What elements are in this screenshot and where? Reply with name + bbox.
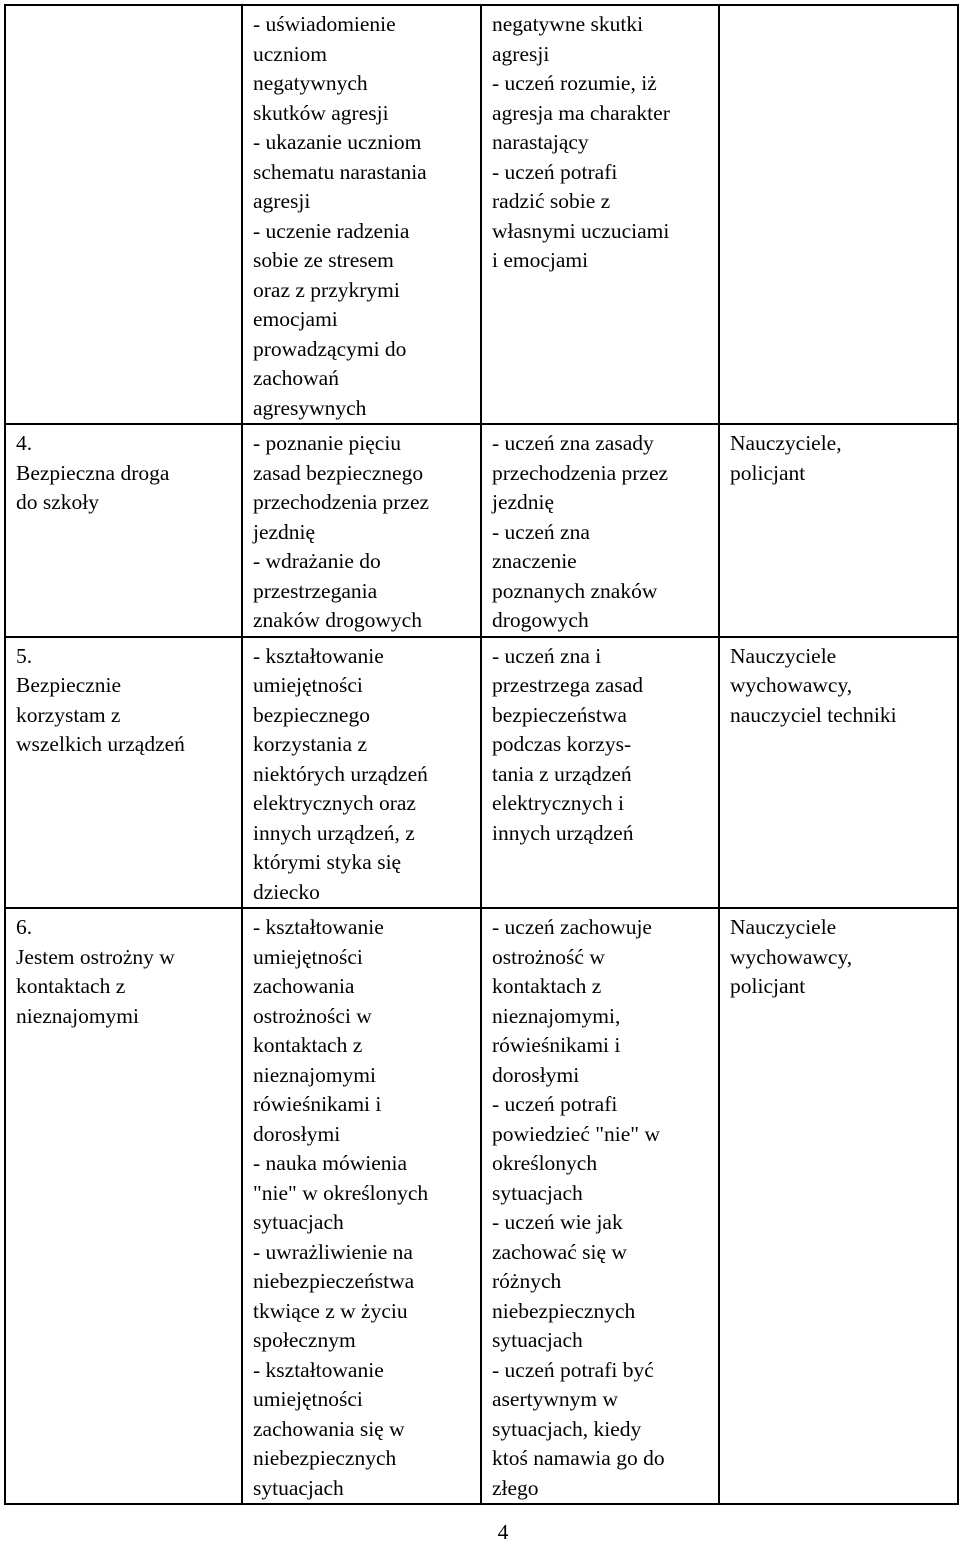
goals-text: - poznanie pięciu zasad bezpiecznego przechodzenia przez jezdnię - wdrażanie do przestrzegania znaków drogowych <box>253 431 430 632</box>
topic-cell <box>5 5 242 424</box>
outcomes-text: negatywne skutki agresji - uczeń rozumie, iż agresja ma charakter narastający - uczeń potrafi radzić sobie z własnymi uczuciami i emocjami <box>492 12 670 272</box>
responsible-cell <box>719 5 958 424</box>
responsible-text: Nauczyciele wychowawcy, policjant <box>730 915 853 998</box>
topic-text: 6. Jestem ostrożny w kontaktach z nieznajomymi <box>16 915 175 1028</box>
table-row <box>5 637 958 909</box>
goals-text: - uświadomienie uczniom negatywnych skutków agresji - ukazanie uczniom schematu narastania agresji - uczenie radzenia sobie ze stresem oraz z przykrymi emocjami prowadzącymi do zachowań agresywnych <box>253 12 427 420</box>
topic-cell <box>5 908 242 1504</box>
table-row <box>5 424 958 637</box>
program-table <box>4 4 959 1505</box>
outcomes-cell <box>481 637 719 909</box>
goals-cell <box>242 424 481 637</box>
table-row <box>5 5 958 424</box>
responsible-cell <box>719 637 958 909</box>
goals-cell <box>242 5 481 424</box>
responsible-cell <box>719 908 958 1504</box>
outcomes-cell <box>481 424 719 637</box>
outcomes-cell <box>481 908 719 1504</box>
topic-cell <box>5 637 242 909</box>
outcomes-text: - uczeń zna zasady przechodzenia przez jezdnię - uczeń zna znaczenie poznanych znaków drogowych <box>492 431 669 632</box>
topic-text: 5. Bezpiecznie korzystam z wszelkich urządzeń <box>16 643 185 756</box>
goals-cell <box>242 908 481 1504</box>
goals-cell <box>242 637 481 909</box>
outcomes-cell <box>481 5 719 424</box>
table-row <box>5 908 958 1504</box>
topic-text: 4. Bezpieczna droga do szkoły <box>16 431 170 514</box>
goals-text: - kształtowanie umiejętności zachowania ostrożności w kontaktach z nieznajomymi rówieśnikami i dorosłymi - nauka mówienia "nie" w określonych sytuacjach - uwrażliwienie na niebezpieczeństwa tkwiące z w życiu społecznym - kształtowanie umiejętności zachowania się w niebezpiecznych sytuacjach <box>253 915 429 1500</box>
responsible-text: Nauczyciele, policjant <box>730 431 842 485</box>
page-number: 4 <box>497 1520 509 1544</box>
topic-cell <box>5 424 242 637</box>
goals-text: - kształtowanie umiejętności bezpiecznego korzystania z niektórych urządzeń elektrycznych oraz innych urządzeń, z którymi styka się dziecko <box>253 643 428 904</box>
responsible-cell <box>719 424 958 637</box>
outcomes-text: - uczeń zachowuje ostrożność w kontaktach z nieznajomymi, rówieśnikami i dorosłymi - uczeń potrafi powiedzieć "nie" w określonych sytuacjach - uczeń wie jak zachować się w różnych niebezpiecznych sytuacjach - uczeń potrafi być asertywnym w sytuacjach, kiedy ktoś namawia go do złego <box>492 915 665 1500</box>
responsible-text: Nauczyciele wychowawcy, nauczyciel techniki <box>730 643 897 727</box>
outcomes-text: - uczeń zna i przestrzega zasad bezpieczeństwa podczas korzys- tania z urządzeń elektrycznych i innych urządzeń <box>492 643 643 845</box>
